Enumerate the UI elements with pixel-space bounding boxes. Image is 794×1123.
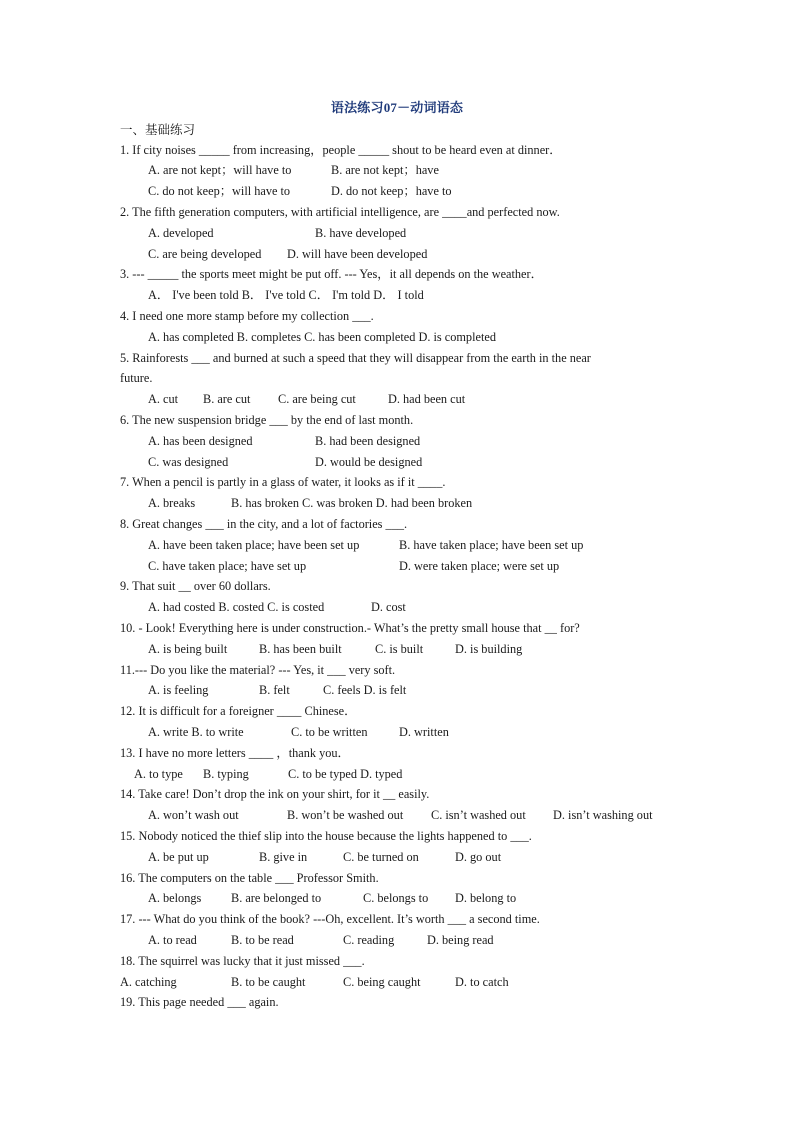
option: D. cost bbox=[371, 600, 406, 614]
option: B. to be read bbox=[231, 933, 294, 947]
question-5: 5. Rainforests ___ and burned at such a speed that they will disappear from the earth in the near bbox=[120, 351, 591, 365]
option: B. are cut bbox=[203, 392, 251, 406]
option: A. write B. to write bbox=[148, 725, 244, 739]
question-7: 7. When a pencil is partly in a glass of water, it looks as if it ____. bbox=[120, 475, 446, 489]
question-4: 4. I need one more stamp before my collection ___. bbox=[120, 309, 374, 323]
option: B. give in bbox=[259, 850, 308, 864]
option: D. to catch bbox=[455, 975, 509, 989]
option: A. won’t wash out bbox=[148, 808, 239, 822]
option: A. have been taken place; have been set up bbox=[148, 538, 360, 552]
option: C. being caught bbox=[343, 975, 421, 989]
option: B. felt bbox=[259, 683, 290, 697]
option: A. developed bbox=[148, 226, 214, 240]
option: C. belongs to bbox=[363, 891, 429, 905]
page-title: 语法练习07－动词语态 bbox=[330, 100, 464, 115]
option: A. be put up bbox=[148, 850, 209, 864]
option: D. written bbox=[399, 725, 449, 739]
option: C. are being cut bbox=[278, 392, 356, 406]
option: A. is being built bbox=[148, 642, 228, 656]
option: C. have taken place; have set up bbox=[148, 559, 307, 573]
question-6: 6. The new suspension bridge ___ by the end of last month. bbox=[120, 413, 414, 427]
question-13: 13. I have no more letters ____ ，thank you． bbox=[120, 746, 350, 760]
section-heading: 一、基础练习 bbox=[120, 123, 196, 137]
option: A. belongs bbox=[148, 891, 202, 905]
option: A． I've been told B． I've told C． I'm told D． I told bbox=[148, 288, 424, 302]
question-15: 15. Nobody noticed the thief slip into the house because the lights happened to ___. bbox=[120, 829, 532, 843]
option: D. isn’t washing out bbox=[553, 808, 653, 822]
option: C. to be written bbox=[291, 725, 368, 739]
option: C. was designed bbox=[148, 455, 229, 469]
option: D. is building bbox=[455, 642, 523, 656]
option: C. reading bbox=[343, 933, 395, 947]
option: B. have taken place; have been set up bbox=[399, 538, 584, 552]
option: A. is feeling bbox=[148, 683, 209, 697]
question-16: 16. The computers on the table ___ Professor Smith. bbox=[120, 871, 379, 885]
option: A. has been designed bbox=[148, 434, 253, 448]
option: C. do not keep；will have to bbox=[148, 184, 291, 198]
option: B. won’t be washed out bbox=[287, 808, 404, 822]
question-9: 9. That suit __ over 60 dollars. bbox=[120, 579, 271, 593]
option: D. being read bbox=[427, 933, 494, 947]
option: A. are not kept；will have to bbox=[148, 163, 292, 177]
option: D. belong to bbox=[455, 891, 517, 905]
option: A. had costed B. costed C. is costed bbox=[148, 600, 325, 614]
question-8: 8. Great changes ___ in the city, and a lot of factories ___. bbox=[120, 517, 408, 531]
question-5-continued: future. bbox=[120, 371, 153, 385]
option: A. cut bbox=[148, 392, 179, 406]
option: D. had been cut bbox=[388, 392, 466, 406]
question-18: 18. The squirrel was lucky that it just missed ___. bbox=[120, 954, 365, 968]
option: D. will have been developed bbox=[287, 247, 428, 261]
option: B. are not kept；have bbox=[331, 163, 439, 177]
option: D. go out bbox=[455, 850, 502, 864]
question-11: 11.--- Do you like the material? --- Yes, it ___ very soft. bbox=[120, 663, 396, 677]
option: B. have developed bbox=[315, 226, 407, 240]
question-17: 17. --- What do you think of the book? ---Oh, excellent. It’s worth ___ a second time. bbox=[120, 912, 540, 926]
question-1: 1. If city noises _____ from increasing，people _____ shout to be heard even at dinner． bbox=[120, 143, 562, 157]
option: B. had been designed bbox=[315, 434, 421, 448]
option: A. has completed B. completes C. has been completed D. is completed bbox=[148, 330, 496, 344]
option: C. isn’t washed out bbox=[431, 808, 526, 822]
question-14: 14. Take care! Don’t drop the ink on your shirt, for it __ easily. bbox=[120, 787, 430, 801]
option: D. would be designed bbox=[315, 455, 423, 469]
option: C. feels D. is felt bbox=[323, 683, 407, 697]
question-12: 12. It is difficult for a foreigner ____ Chinese． bbox=[120, 704, 357, 718]
option: D. do not keep；have to bbox=[331, 184, 452, 198]
option: A. breaks bbox=[148, 496, 196, 510]
option: A. to read bbox=[148, 933, 197, 947]
option: B. has been built bbox=[259, 642, 342, 656]
option: B. are belonged to bbox=[231, 891, 322, 905]
option: B. has broken C. was broken D. had been broken bbox=[231, 496, 473, 510]
option: C. be turned on bbox=[343, 850, 419, 864]
question-19: 19. This page needed ___ again. bbox=[120, 995, 279, 1009]
question-2: 2. The fifth generation computers, with artificial intelligence, are ____and perfected now. bbox=[120, 205, 560, 219]
option: D. were taken place; were set up bbox=[399, 559, 560, 573]
option: C. are being developed bbox=[148, 247, 262, 261]
question-3: 3. --- _____ the sports meet might be put off. --- Yes，it all depends on the weather． bbox=[120, 267, 543, 281]
option: B. typing bbox=[203, 767, 249, 781]
option: C. is built bbox=[375, 642, 424, 656]
option: A. catching bbox=[120, 975, 177, 989]
option: C. to be typed D. typed bbox=[288, 767, 403, 781]
option: A. to type bbox=[134, 767, 183, 781]
option: B. to be caught bbox=[231, 975, 306, 989]
question-10: 10. - Look! Everything here is under construction.- What’s the pretty small house that __ for? bbox=[120, 621, 580, 635]
